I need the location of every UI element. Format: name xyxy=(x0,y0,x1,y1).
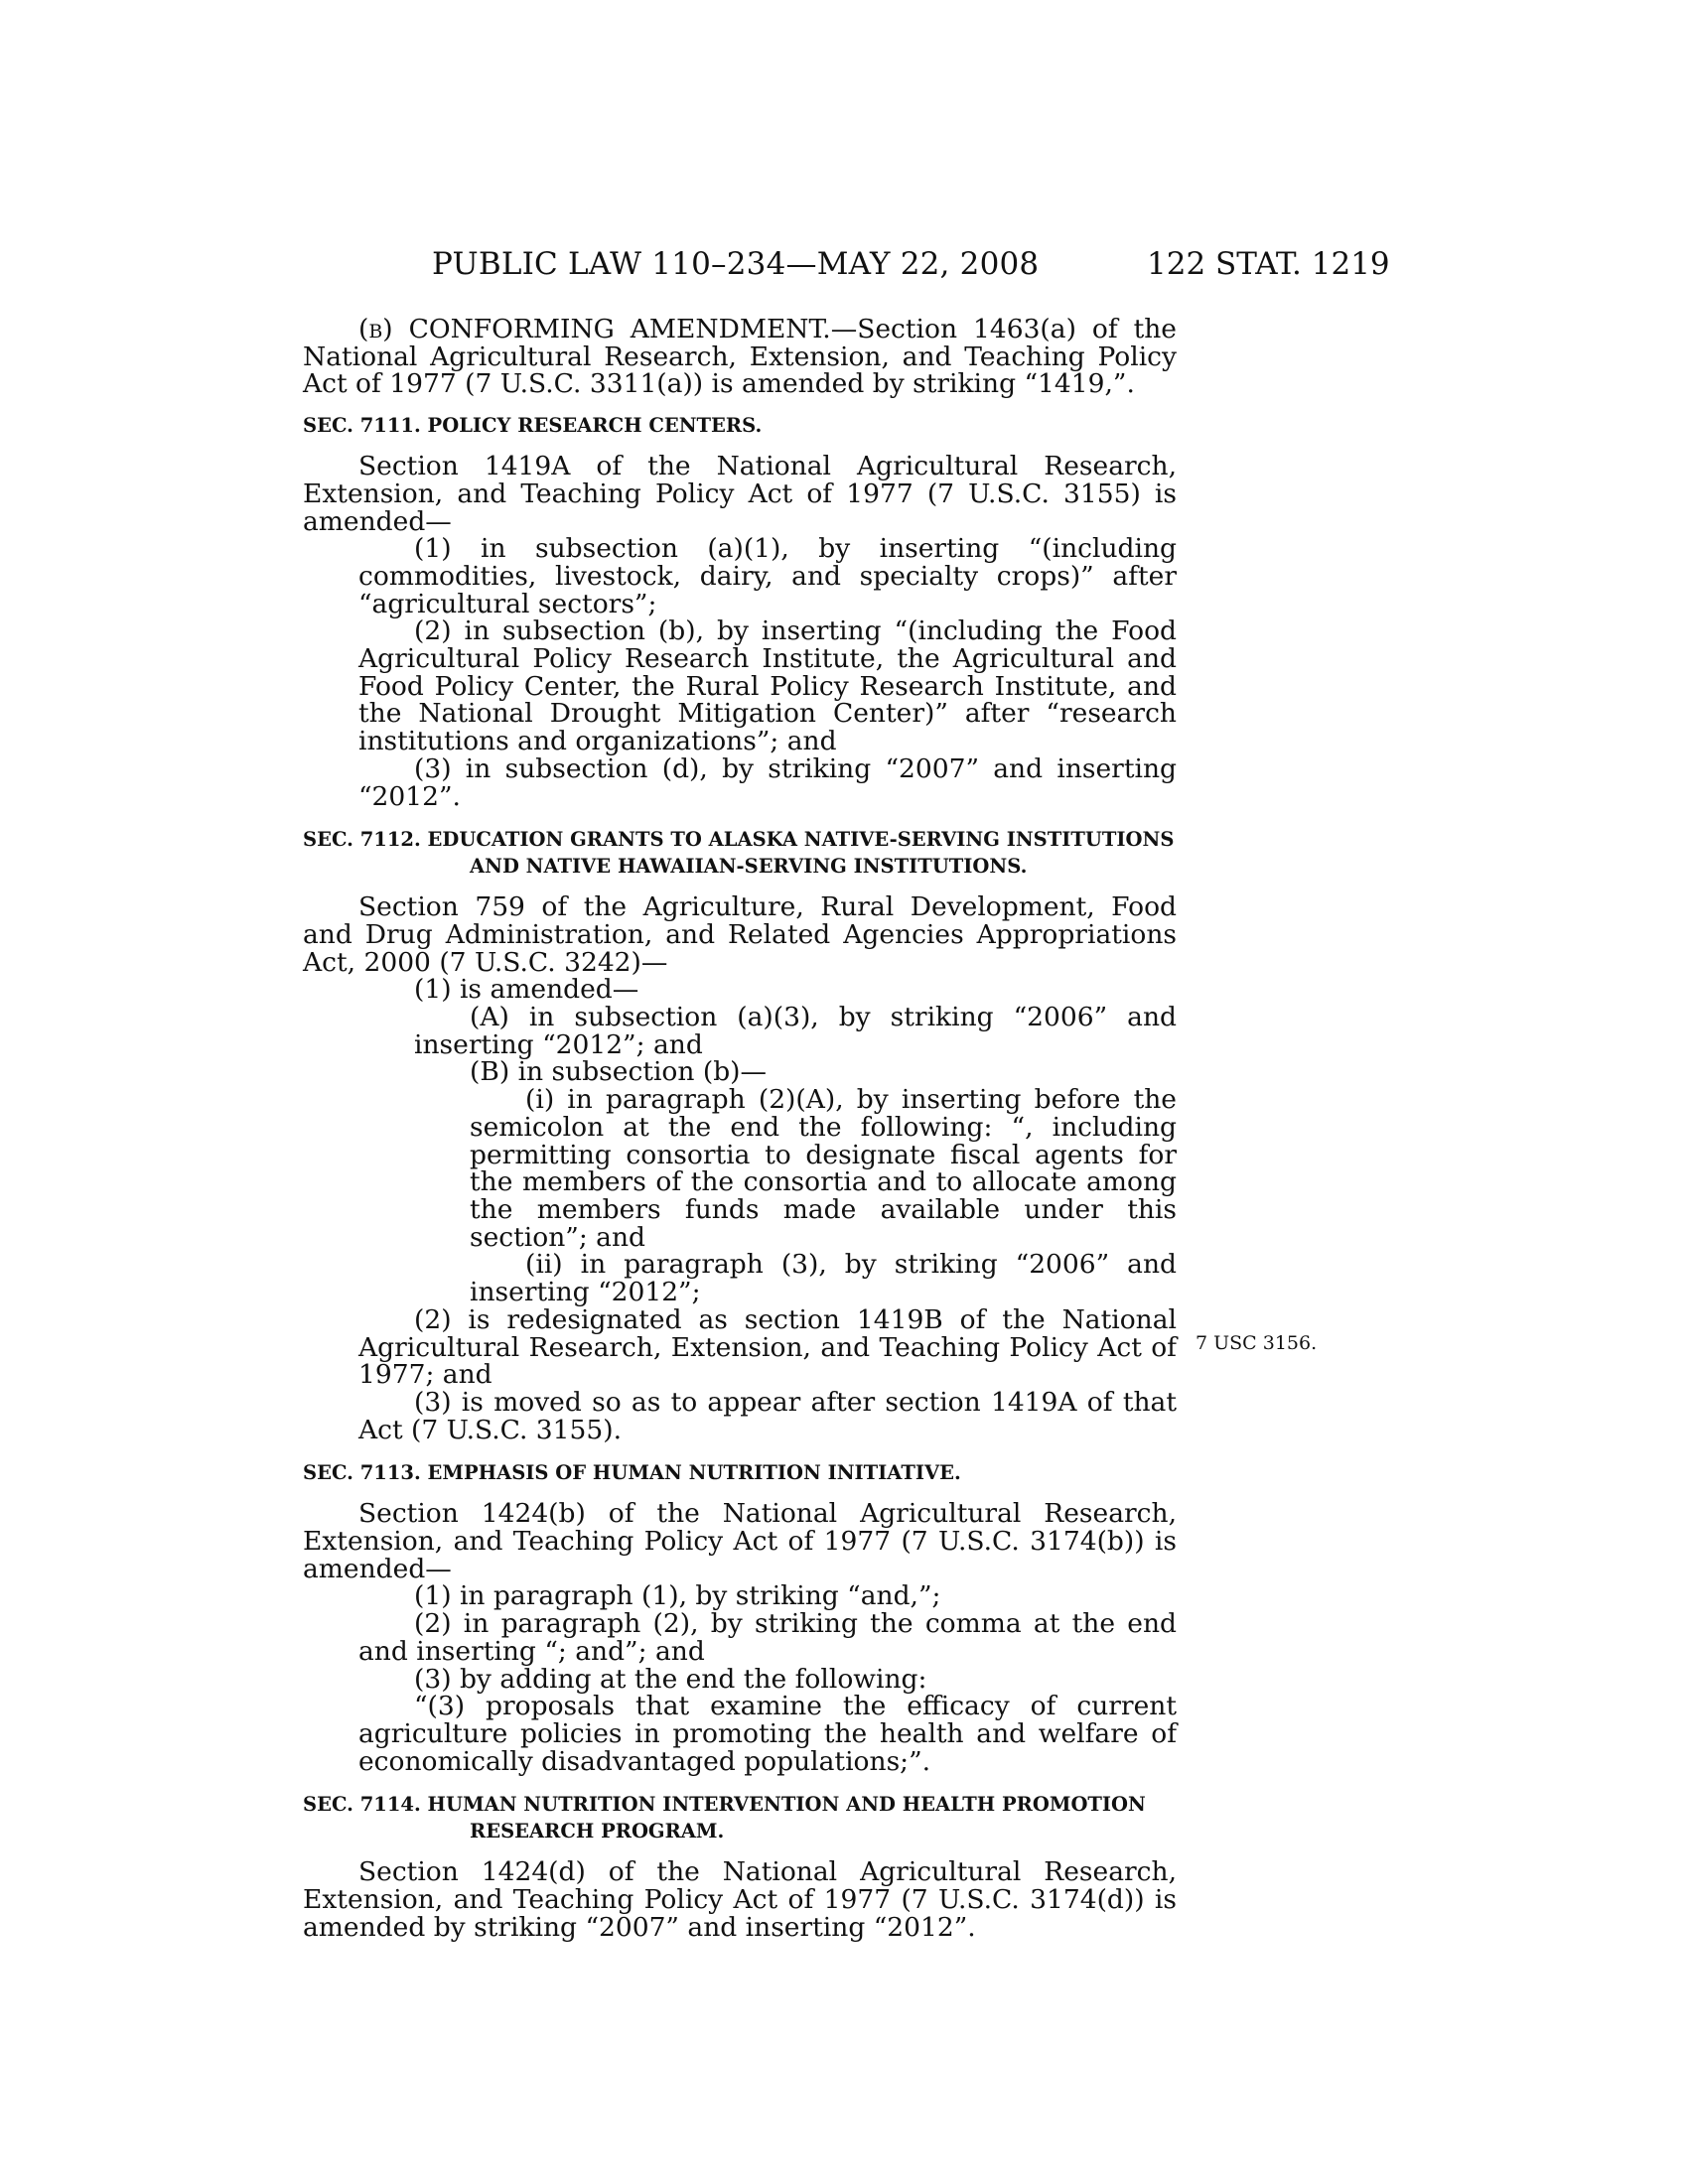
conforming-amendment-label: (b) CONFORMING AMENDMENT. xyxy=(358,314,831,344)
sec-7114-heading: SEC. 7114. HUMAN NUTRITION INTERVENTION AND HEALTH PROMOTION RESEARCH PROGRAM. xyxy=(303,1793,1146,1843)
sec-7113-quoted-para-3: “(3) proposals that examine the efficacy of current agriculture policies in promoting the health and welfare of economically disadvantaged populations;”. xyxy=(358,1691,1177,1777)
sec-7111-intro: Section 1419A of the National Agricultural Research, Extension, and Teaching Policy Act of 1977 (7 U.S.C. 3155) is amended— xyxy=(303,451,1177,537)
sec-7112-para-1: (1) is amended— xyxy=(414,974,639,1006)
sec-7112-subpara-b: (B) in subsection (b)— xyxy=(470,1056,768,1088)
sec-7112-para-2: (2) is redesignated as section 1419B of the National Agricultural Research, Extension, and Teaching Policy Act of 1977; and xyxy=(358,1303,1177,1391)
margin-note-usc: 7 USC 3156. xyxy=(1196,1332,1318,1354)
sec-7111-heading: SEC. 7111. POLICY RESEARCH CENTERS. xyxy=(303,414,763,438)
sec-7113-intro: Section 1424(b) of the National Agricultural Research, Extension, and Teaching Policy Act of 1977 (7 U.S.C. 3174(b)) is amended— xyxy=(303,1498,1177,1584)
sec-7111-para-2: (2) in subsection (b), by inserting “(including the Food Agricultural Policy Research Institute, the Agricultural and Food Policy Center, the Rural Policy Research Institute, and the National Drought Mitigation Center)” after “research institutions and organizations”; and xyxy=(358,615,1177,757)
sec-7112-heading: SEC. 7112. EDUCATION GRANTS TO ALASKA NATIVE-SERVING INSTITUTIONS AND NATIVE HAWAIIAN-SERVING INSTITUTIONS. xyxy=(303,828,1175,879)
sec-7113-para-1: (1) in paragraph (1), by striking “and,”; xyxy=(414,1580,941,1612)
conforming-amendment-paragraph xyxy=(303,316,1177,398)
sec-7112-clause-i: (i) in paragraph (2)(A), by inserting before the semicolon at the end the following: “, including permitting consortia to designate fiscal agents for the members of the consortia and to allocate among the members funds made available under this section”; and xyxy=(470,1084,1177,1253)
sec-7111-para-3: (3) in subsection (d), by striking “2007” and inserting “2012”. xyxy=(358,752,1177,812)
sec-7113-para-3: (3) by adding at the end the following: xyxy=(414,1663,927,1695)
body-column xyxy=(303,316,1177,1941)
sec-7112-subpara-a: (A) in subsection (a)(3), by striking “2006” and inserting “2012”; and xyxy=(414,1002,1177,1060)
sec-7112-clause-ii: (ii) in paragraph (3), by striking “2006” and inserting “2012”; xyxy=(470,1249,1177,1308)
sec-7114-intro: Section 1424(d) of the National Agricultural Research, Extension, and Teaching Policy Act of 1977 (7 U.S.C. 3174(d)) is amended by striking “2007” and inserting “2012”. xyxy=(303,1856,1177,1943)
sec-7113-heading: SEC. 7113. EMPHASIS OF HUMAN NUTRITION INITIATIVE. xyxy=(303,1461,961,1485)
sec-7113-para-2: (2) in paragraph (2), by striking the comma at the end and inserting “; and”; and xyxy=(358,1608,1177,1667)
conforming-amendment-text: —Section 1463(a) of the National Agricultural Research, Extension, and Teaching Policy Act of 1977 (7 U.S.C. 3311(a)) is amended by striking “1419,”. xyxy=(303,314,1177,400)
stat-page-number: 122 STAT. 1219 xyxy=(1147,246,1390,282)
sec-7111-para-1: (1) in subsection (a)(1), by inserting “(including commodities, livestock, dairy, and specialty crops)” after “agricultural sectors”; xyxy=(358,533,1177,619)
sec-7112-intro: Section 759 of the Agriculture, Rural Development, Food and Drug Administration, and Related Agencies Appropriations Act, 2000 (7 U.S.C. 3242)— xyxy=(303,891,1177,978)
running-header: PUBLIC LAW 110–234—MAY 22, 2008 xyxy=(432,246,1040,282)
sec-7112-para-3: (3) is moved so as to appear after section 1419A of that Act (7 U.S.C. 3155). xyxy=(358,1386,1177,1445)
